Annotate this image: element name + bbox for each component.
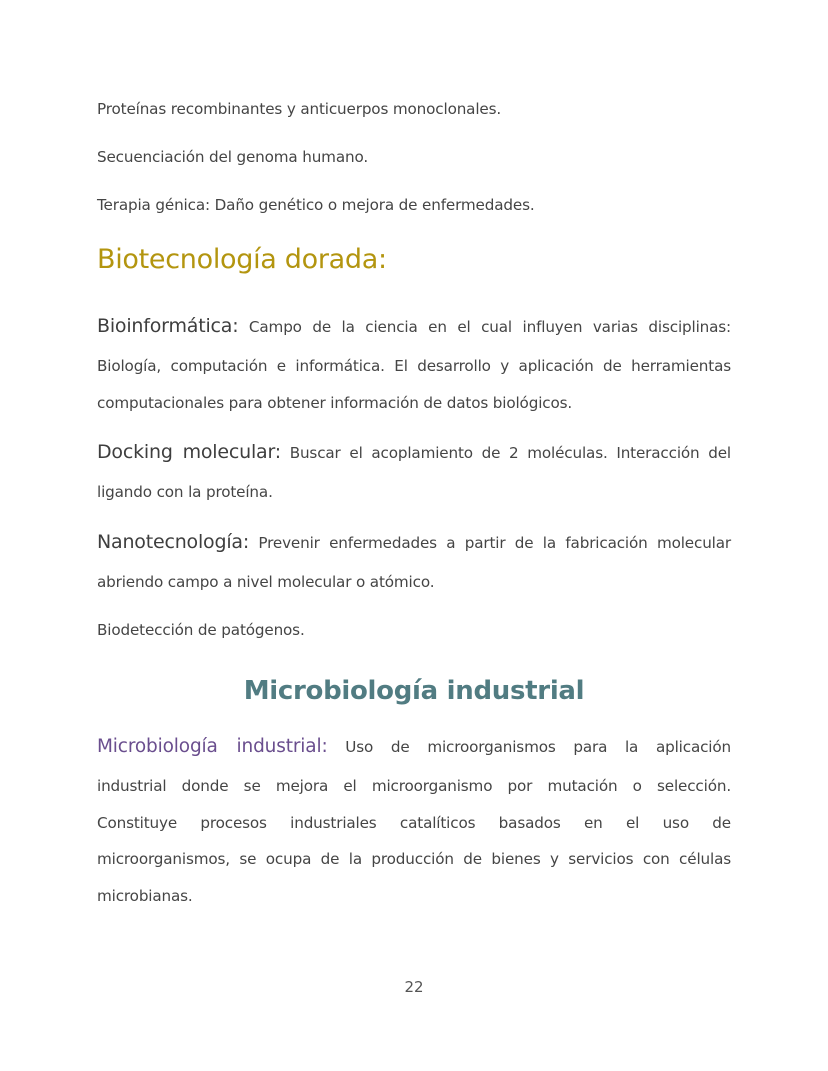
entry-docking bbox=[97, 441, 731, 463]
list-item: Terapia génica: Daño genético o mejora de enfermedades. bbox=[97, 196, 535, 214]
entry-text: Prevenir enfermedades a partir de la fabricación molecular bbox=[249, 534, 731, 552]
term-label: Bioinformática: bbox=[97, 315, 239, 337]
entry-bioinformatica bbox=[97, 315, 731, 337]
section-heading-micro: Microbiología industrial bbox=[243, 676, 585, 706]
list-item: Secuenciación del genoma humano. bbox=[97, 148, 369, 166]
entry-text: computacionales para obtener información de datos biológicos. bbox=[97, 394, 573, 412]
entry-text: microorganismos, se ocupa de la producción de bienes y servicios con células bbox=[97, 850, 731, 868]
entry-text: Buscar el acoplamiento de 2 moléculas. Interacción del bbox=[280, 444, 731, 462]
list-item: Proteínas recombinantes y anticuerpos monoclonales. bbox=[97, 100, 502, 118]
entry-text: microbianas. bbox=[97, 887, 193, 905]
page-number: 22 bbox=[404, 978, 424, 996]
entry-microbiologia bbox=[97, 736, 731, 757]
entry-text: ligando con la proteína. bbox=[97, 483, 273, 501]
entry-text: abriendo campo a nivel molecular o atómico. bbox=[97, 573, 435, 591]
term-label: Nanotecnología: bbox=[97, 531, 250, 553]
entry-text: industrial donde se mejora el microorganismo por mutación o selección. bbox=[97, 777, 731, 795]
entry-text: Biología, computación e informática. El desarrollo y aplicación de herramientas bbox=[97, 357, 731, 375]
entry-text: Uso de microorganismos para la aplicación bbox=[327, 738, 731, 756]
entry-nanotecnologia bbox=[97, 531, 731, 553]
entry-text: Constituye procesos industriales catalíticos basados en el uso de bbox=[97, 814, 731, 832]
list-item: Biodetección de patógenos. bbox=[97, 621, 305, 639]
entry-text: Campo de la ciencia en el cual influyen varias disciplinas: bbox=[238, 318, 731, 336]
section-heading-gold: Biotecnología dorada: bbox=[97, 244, 387, 275]
term-label: Docking molecular: bbox=[97, 441, 281, 463]
term-label: Microbiología industrial: bbox=[97, 736, 328, 757]
